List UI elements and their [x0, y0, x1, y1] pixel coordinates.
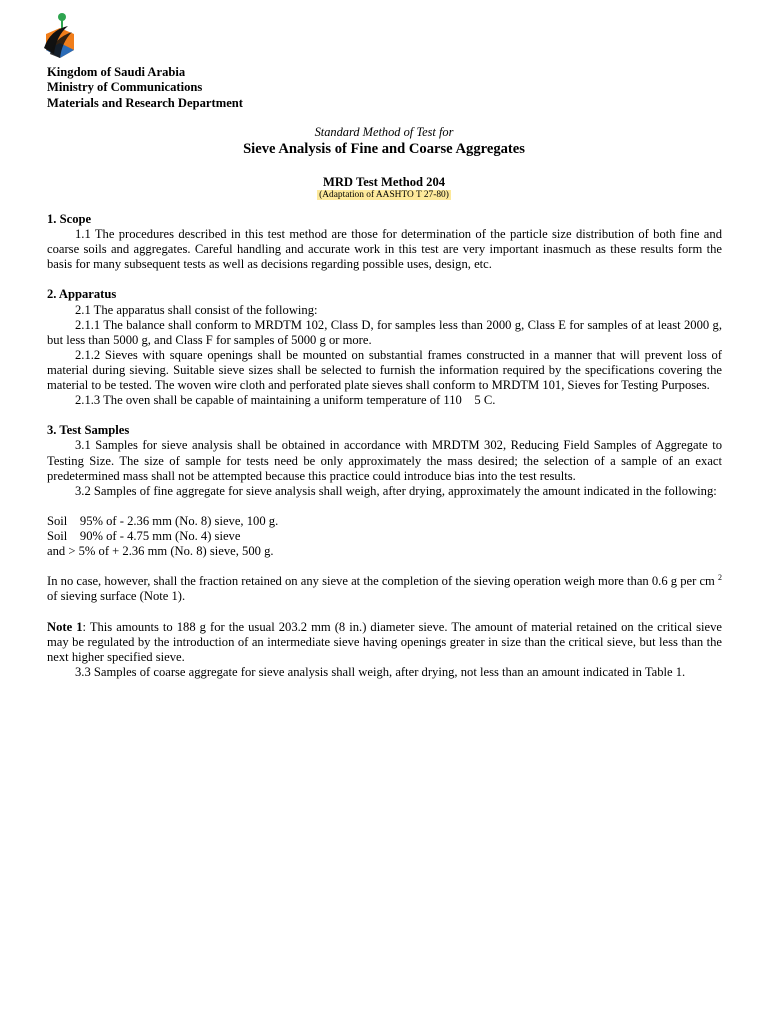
paragraph-3-3: 3.3 Samples of coarse aggregate for sieve analysis shall weigh, after drying, not less than an amount indicated in Table 1.	[75, 664, 686, 679]
section-heading-scope: 1. Scope	[47, 212, 92, 226]
standard-method-line: Standard Method of Test for	[314, 125, 454, 139]
paragraph-3-2: 3.2 Samples of fine aggregate for sieve analysis shall weigh, after drying, approximately the amount indicated in the following:	[75, 483, 717, 498]
section-heading-test-samples: 3. Test Samples	[47, 423, 130, 438]
org-line-ministry: Ministry of Communications	[47, 80, 203, 95]
superscript-2: 2	[718, 573, 722, 583]
document-title: Sieve Analysis of Fine and Coarse Aggregates	[243, 141, 525, 157]
paragraph-2-1-3: 2.1.3 The oven shall be capable of maintaining a uniform temperature of 110 5 C.	[75, 393, 496, 408]
fraction-limit-paragraph	[47, 574, 722, 604]
note-label: Note 1	[47, 619, 83, 634]
note-text: : This amounts to 188 g for the usual 203.2 mm (8 in.) diameter sieve. The amount of material retained on the critical sieve may be regulated by the introduction of an intermediate sieve having openings greater in size than the critical sieve, but less than the next higher specified sieve.	[47, 619, 723, 664]
adaptation-highlight: (Adaptation of AASHTO T 27-80)	[319, 190, 449, 200]
fraction-tail: of sieving surface (Note 1).	[47, 589, 186, 604]
org-line-department: Materials and Research Department	[47, 95, 243, 110]
paragraph-2-1: 2.1 The apparatus shall consist of the following:	[75, 302, 318, 317]
list-item: Soil 95% of - 2.36 mm (No. 8) sieve, 100 g.	[47, 513, 279, 528]
document-body	[47, 212, 722, 680]
fraction-text: In no case, however, shall the fraction retained on any sieve at the completion of the sieving operation weigh more than 0.6 g per cm	[47, 574, 715, 589]
adaptation-note	[0, 190, 768, 200]
ministry-logo-icon	[38, 10, 82, 60]
sample-size-list	[47, 514, 722, 559]
paragraph-3-1: 3.1 Samples for sieve analysis shall be obtained in accordance with MRDTM 302, Reducing Field Samples of Aggregate to Testing Size. The size of sample for tests need be only approximately the mass desired; the selection of a sample of an exact predetermined mass shall not be attempted because this practice could introduce bias into the test results.	[47, 438, 722, 483]
org-line-country: Kingdom of Saudi Arabia	[47, 65, 186, 79]
paragraph-2-1-2: 2.1.2 Sieves with square openings shall be mounted on substantial frames constructed in a manner that will prevent loss of material during sieving. Suitable sieve sizes shall be selected to furnish the information required by the specifications covering the material to be tested. The woven wire cloth and perforated plate sieves shall conform to MRDTM 101, Sieves for Testing Purposes.	[47, 347, 722, 393]
paragraph-1-1: 1.1 The procedures described in this test method are those for determination of the particle size distribution of both fine and coarse soils and aggregates. Careful handling and accurate work in this test are very important inasmuch as these results form the basis for many subsequent tests as well as decisions regarding possible uses, design, etc.	[47, 227, 722, 272]
section-heading-apparatus: 2. Apparatus	[47, 287, 117, 302]
list-item: and > 5% of + 2.36 mm (No. 8) sieve, 500 g.	[47, 544, 274, 559]
note-1-paragraph	[47, 620, 722, 665]
list-item: Soil 90% of - 4.75 mm (No. 4) sieve	[47, 528, 241, 543]
paragraph-2-1-1: 2.1.1 The balance shall conform to MRDTM 102, Class D, for samples less than 2000 g, Class E for samples of at least 2000 g, but less than 5000 g, and Class F for samples of 5000 g or more.	[47, 317, 722, 347]
organization-block	[47, 65, 243, 111]
test-method-number: MRD Test Method 204	[322, 175, 446, 189]
